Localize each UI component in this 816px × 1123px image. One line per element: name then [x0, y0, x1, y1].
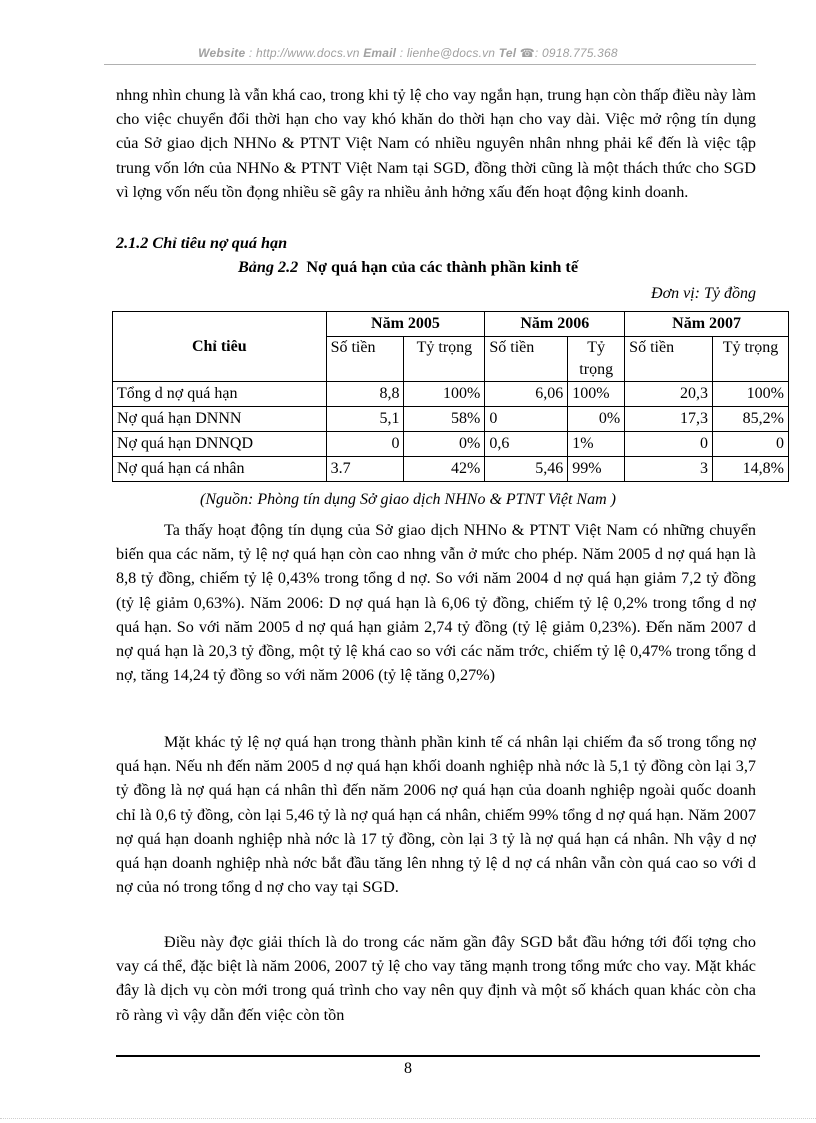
- tel-value: ☎: 0918.775.368: [519, 46, 618, 60]
- cell-value: 5,46: [485, 457, 568, 482]
- table-source: (Nguồn: Phòng tín dụng Sở giao dịch NHNo & PTNT Việt Nam ): [200, 491, 616, 508]
- cell-share: 0%: [404, 432, 485, 457]
- row-label: Nợ quá hạn DNNQD: [113, 432, 327, 457]
- table-row: [113, 407, 789, 432]
- cell-value: 17,3: [625, 407, 713, 432]
- cell-share: 100%: [568, 382, 625, 407]
- cell-value: 3: [625, 457, 713, 482]
- paragraph-3: Mặt khác tỷ lệ nợ quá hạn trong thành phần kinh tế cá nhân lại chiếm đa số trong tổng nợ quá hạn. Nếu nh đến năm 2005 d nợ quá hạn khối doanh nghiệp nhà nớc là 5,1 tỷ đồng còn lại 3,7 tỷ đồng là nợ quá hạn cá nhân thì đến năm 2006 nợ quá hạn của doanh nghiệp ngoài quốc doanh chỉ là 0,6 tỷ đồng, còn lại 5,46 tỷ là nợ quá hạn cá nhân, chiếm 99% tổng d nợ quá hạn. Năm 2007 nợ quá hạn doanh nghiệp nhà nớc là 17 tỷ đồng, còn lại 3 tỷ là nợ quá hạn cá nhân. Nh vậy d nợ quá hạn doanh nghiệp nhà nớc bắt đầu tăng lên nhng tỷ lệ d nợ cá nhân vẫn còn quá cao so với d nợ của nó trong tổng d nợ cho vay tại SGD.: [116, 733, 756, 897]
- paragraph-1: nhng nhìn chung là vẫn khá cao, trong khi tỷ lệ cho vay ngắn hạn, trung hạn còn thấp điều này làm cho việc chuyển đổi thời hạn cho vay khó khăn do thời hạn cho vay dài. Việc mở rộng tín dụng của Sở giao dịch NHNo & PTNT Việt Nam có nhiều nguyên nhân nhng phải kể đến là việc tập trung vốn lớn của NHNo & PTNT Việt Nam tại SGD, đồng thời cũng là một thách thức cho SGD vì lợng vốn nếu tồn đọng nhiều sẽ gây ra nhiều ảnh hởng xấu đến hoạt động kinh doanh.: [116, 86, 756, 201]
- table-caption-title: Nợ quá hạn của các thành phần kinh tế: [306, 258, 579, 276]
- website-label: Website: [198, 46, 246, 60]
- table-row: [113, 382, 789, 407]
- sub-amount-2007: Số tiền: [625, 337, 713, 382]
- cell-value: 5,1: [326, 407, 404, 432]
- email-label: Email: [363, 46, 397, 60]
- cell-value: 20,3: [625, 382, 713, 407]
- cell-share: 0%: [568, 407, 625, 432]
- cell-share: 58%: [404, 407, 485, 432]
- cell-value: 3.7: [326, 457, 404, 482]
- cell-share: 0: [713, 432, 789, 457]
- row-label: Nợ quá hạn cá nhân: [113, 457, 327, 482]
- sub-share-2007: Tỷ trọng: [713, 337, 789, 382]
- sub-amount-2006: Số tiền: [485, 337, 568, 382]
- cell-value: 0: [625, 432, 713, 457]
- table-year-2005: Năm 2005: [326, 312, 485, 337]
- table-year-2006: Năm 2006: [485, 312, 625, 337]
- cell-share: 42%: [404, 457, 485, 482]
- table-caption: [0, 258, 816, 277]
- sub-share-2006: Tỷ trọng: [568, 337, 625, 382]
- row-label: Tổng d nợ quá hạn: [113, 382, 327, 407]
- table-header-row: [113, 312, 789, 337]
- cell-value: 6,06: [485, 382, 568, 407]
- website-value: : http://www.docs.vn: [248, 46, 360, 60]
- cell-share: 99%: [568, 457, 625, 482]
- table-caption-label: Bảng 2.2: [237, 258, 299, 276]
- cell-share: 100%: [404, 382, 485, 407]
- cell-share: 85,2%: [713, 407, 789, 432]
- email-value: : lienhe@docs.vn: [399, 46, 496, 60]
- cell-value: 0,6: [485, 432, 568, 457]
- cell-value: 0: [485, 407, 568, 432]
- section-heading: 2.1.2 Chỉ tiêu nợ quá hạn: [116, 234, 288, 252]
- cell-share: 100%: [713, 382, 789, 407]
- sub-amount-2005: Số tiền: [326, 337, 404, 382]
- cell-value: 0: [326, 432, 404, 457]
- footer-divider: [116, 1055, 760, 1057]
- paragraph-4: Điều này đợc giải thích là do trong các năm gần đây SGD bắt đầu hớng tới đối tợng cho vay cá thể, đặc biệt là năm 2006, 2007 tỷ lệ cho vay tăng mạnh trong tổng mức cho vay. Mặt khác đây là dịch vụ còn mới trong quá trình cho vay nên quy định và một số khách quan khác còn cha rõ ràng vì vậy dẫn đến việc còn tồn: [116, 933, 756, 1024]
- paragraph-2: Ta thấy hoạt động tín dụng của Sở giao dịch NHNo & PTNT Việt Nam có những chuyển biến qua các năm, tỷ lệ nợ quá hạn còn cao nhng vẫn ở mức cho phép. Năm 2005 d nợ quá hạn là 8,8 tỷ đồng, chiếm tỷ lệ 0,43% trong tổng d nợ. So với năm 2004 d nợ quá hạn giảm 7,2 tỷ đồng (tỷ lệ giảm 0,63%). Năm 2006: D nợ quá hạn là 6,06 tỷ đồng, chiếm tỷ lệ 0,2% trong tổng d nợ quá hạn. So với năm 2005 d nợ quá hạn giảm 2,74 tỷ đồng (tỷ lệ giảm 0,23%). Đến năm 2007 d nợ quá hạn là 20,3 tỷ đồng, một tỷ lệ khá cao so với các năm trớc, chiếm tỷ lệ 0,47% trong tổng d nợ, tăng 14,24 tỷ đồng so với năm 2006 (tỷ lệ tăng 0,27%): [116, 521, 756, 685]
- cell-value: 8,8: [326, 382, 404, 407]
- table-unit: Đơn vị: Tỷ đồng: [651, 285, 756, 302]
- cell-share: 14,8%: [713, 457, 789, 482]
- sub-share-2005: Tỷ trọng: [404, 337, 485, 382]
- cell-share: 1%: [568, 432, 625, 457]
- overdue-debt-table: [112, 311, 789, 482]
- table-year-2007: Năm 2007: [625, 312, 789, 337]
- page-number: 8: [404, 1060, 412, 1077]
- page-bottom-border: [0, 1118, 816, 1119]
- tel-label: Tel: [498, 46, 517, 60]
- table-row: [113, 457, 789, 482]
- page-header: [0, 46, 816, 60]
- row-label: Nợ quá hạn DNNN: [113, 407, 327, 432]
- header-divider: [104, 64, 756, 65]
- table-head-label: Chỉ tiêu: [113, 312, 327, 382]
- table-row: [113, 432, 789, 457]
